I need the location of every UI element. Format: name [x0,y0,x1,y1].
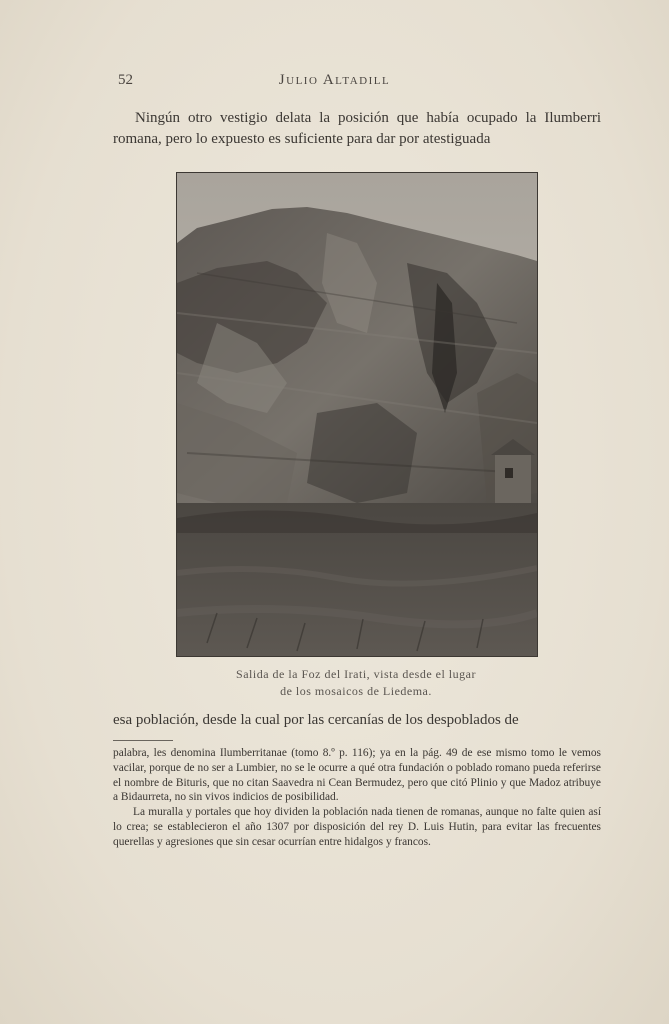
landscape-photo [176,172,538,657]
footnote-paragraph-2: La muralla y portales que hoy dividen la población nada tienen de romanas, aunque no falte quien así lo crea; se establecieron el año 1307 por disposición del rey D. Luis Hutin, para evitar las frecuentes querellas y agresiones que sin cesar ocurrían entre hidalgos y francos. [113,806,601,848]
running-title: Julio Altadill [278,72,391,88]
figure-caption [176,666,536,700]
footnote-divider [113,740,173,741]
footnote-paragraph-1: palabra, les denomina Ilumberritanae (tomo 8.º p. 116); ya en la pág. 49 de ese mismo tomo le vemos vacilar, porque de no ser a Lumbier, no se le ocurre a qué otra fundación o poblado romano pueda referirse el nombre de Bituris, que no citan Saavedra ni Cean Bermudez, pero que citó Plinio y que Madoz atribuye a Bidaurreta, no sin vivos indicios de posibilidad. [113,747,601,804]
body-paragraph-bottom: esa población, desde la cual por las cercanías de los despoblados de [113,712,519,728]
running-head [0,72,669,96]
page-number: 52 [118,72,133,88]
footnotes [113,746,601,850]
body-paragraph-top: Ningún otro vestigio delata la posición que había ocupado la Ilumberri romana, pero lo expuesto es suficiente para dar por atestiguada [113,110,601,147]
caption-line-2: de los mosaicos de Liedema. [280,684,432,698]
caption-line-1: Salida de la Foz del Irati, vista desde el lugar [236,667,476,681]
